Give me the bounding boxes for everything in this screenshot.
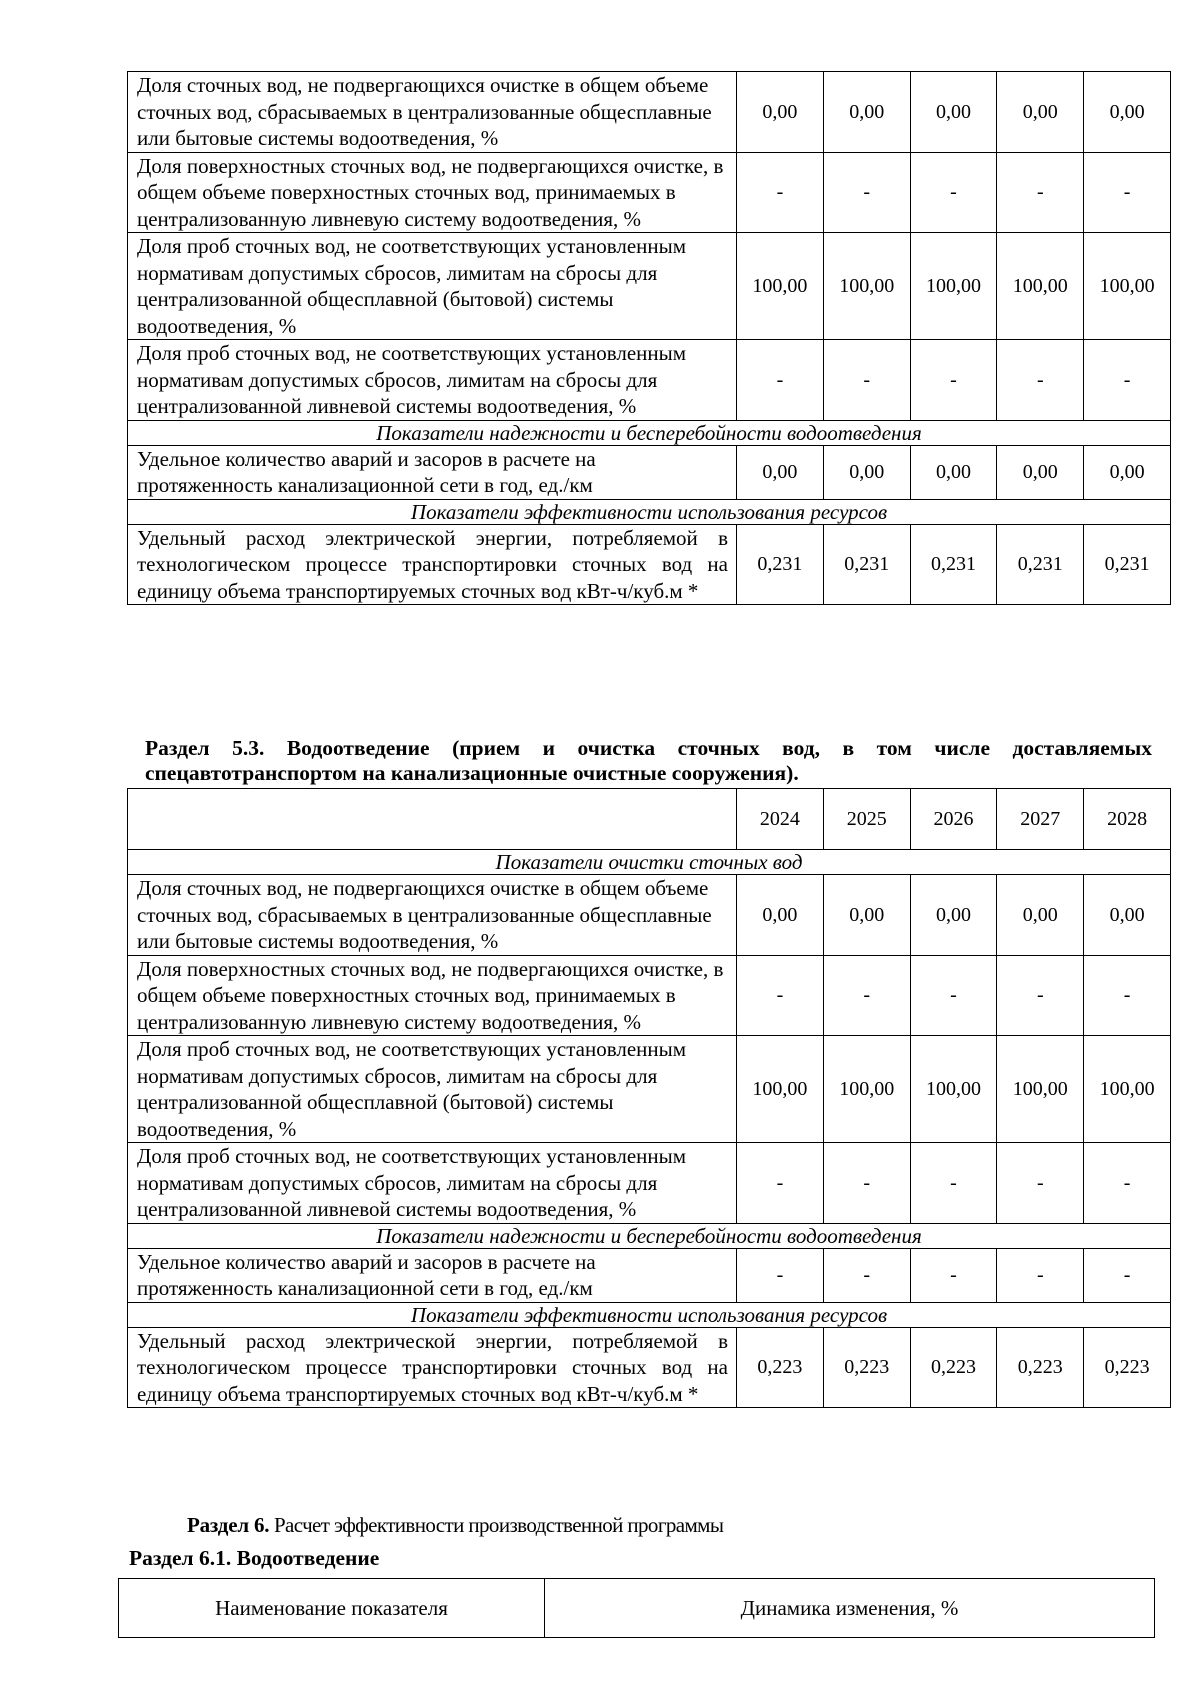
indicator-value: -	[910, 152, 997, 233]
indicator-value: 0,223	[910, 1327, 997, 1408]
indicator-name: Удельный расход электрической энергии, потребляемой в технологическом процессе транспортировки сточных вод на единицу объема транспортируемых сточных вод кВт-ч/куб.м *	[128, 524, 737, 605]
indicator-name: Удельное количество аварий и засоров в расчете на протяженность канализационной сети в год, ед./км	[128, 1248, 737, 1302]
table-row	[128, 340, 1171, 421]
indicator-value: -	[823, 340, 910, 421]
indicator-value: -	[1084, 152, 1171, 233]
indicator-value: -	[997, 1248, 1084, 1302]
indicator-name: Доля проб сточных вод, не соответствующих установленным нормативам допустимых сбросов, лимитам на сбросы для централизованной ливневой системы водоотведения, %	[128, 1143, 737, 1224]
table-header-row	[128, 789, 1171, 850]
section-6-title: Расчет эффективности производственной программы	[269, 1513, 724, 1537]
indicator-value: -	[737, 1143, 824, 1224]
indicator-name: Доля сточных вод, не подвергающихся очистке в общем объеме сточных вод, сбрасываемых в централизованные общесплавные или бытовые системы водоотведения, %	[128, 875, 737, 956]
indicator-value: 0,00	[1084, 72, 1171, 153]
table-row	[128, 1143, 1171, 1224]
table-row	[128, 875, 1171, 956]
section-label: Показатели эффективности использования ресурсов	[128, 1302, 1171, 1327]
indicator-name: Удельное количество аварий и засоров в расчете на протяженность канализационной сети в год, ед./км	[128, 445, 737, 499]
efficiency-table	[118, 1578, 1155, 1638]
section-row	[128, 499, 1171, 524]
indicators-table-continued	[127, 71, 1171, 605]
indicator-name: Доля проб сточных вод, не соответствующих установленным нормативам допустимых сбросов, лимитам на сбросы для централизованной общесплавной (бытовой) системы водоотведения, %	[128, 1036, 737, 1143]
indicator-value: -	[1084, 955, 1171, 1036]
section-5-3-heading-line1: Раздел 5.3. Водоотведение (прием и очистка сточных вод, в том числе доставляемых	[145, 736, 1152, 760]
indicator-name: Удельный расход электрической энергии, потребляемой в технологическом процессе транспортировки сточных вод на единицу объема транспортируемых сточных вод кВт-ч/куб.м *	[128, 1327, 737, 1408]
section-label: Показатели очистки сточных вод	[128, 850, 1171, 875]
indicator-value: 0,00	[997, 445, 1084, 499]
indicator-value: -	[997, 152, 1084, 233]
indicator-value: -	[910, 1143, 997, 1224]
indicator-value: 100,00	[910, 1036, 997, 1143]
indicator-value: -	[1084, 340, 1171, 421]
indicator-value: 0,231	[997, 524, 1084, 605]
section-row	[128, 1302, 1171, 1327]
indicators-table-5-3	[127, 788, 1171, 1408]
table-row	[128, 72, 1171, 153]
indicator-value: 100,00	[1084, 233, 1171, 340]
indicator-value: -	[1084, 1248, 1171, 1302]
indicator-value: 0,231	[823, 524, 910, 605]
indicator-value: -	[823, 1143, 910, 1224]
indicator-value: -	[910, 955, 997, 1036]
indicator-name: Доля сточных вод, не подвергающихся очистке в общем объеме сточных вод, сбрасываемых в централизованные общесплавные или бытовые системы водоотведения, %	[128, 72, 737, 153]
indicator-value: -	[997, 340, 1084, 421]
indicator-value: -	[737, 955, 824, 1036]
section-label: Показатели надежности и бесперебойности водоотведения	[128, 1223, 1171, 1248]
indicator-value: 100,00	[997, 1036, 1084, 1143]
indicator-value: 0,00	[997, 875, 1084, 956]
indicator-value: -	[737, 1248, 824, 1302]
indicator-value: -	[823, 152, 910, 233]
table-row	[128, 152, 1171, 233]
indicator-value: 0,231	[1084, 524, 1171, 605]
indicator-value: -	[910, 1248, 997, 1302]
header-indicator-name: Наименование показателя	[119, 1579, 545, 1638]
indicator-value: 0,00	[910, 72, 997, 153]
indicator-value: 100,00	[737, 1036, 824, 1143]
header-empty-cell	[128, 789, 737, 850]
table-row	[128, 233, 1171, 340]
indicator-value: 0,00	[1084, 875, 1171, 956]
indicator-value: 0,00	[737, 445, 824, 499]
table-row	[128, 1248, 1171, 1302]
indicator-value: -	[910, 340, 997, 421]
table-row	[128, 1327, 1171, 1408]
section-5-3-heading	[145, 736, 1152, 786]
indicator-value: 0,223	[737, 1327, 824, 1408]
indicator-value: 100,00	[997, 233, 1084, 340]
indicator-value: -	[737, 152, 824, 233]
indicator-value: -	[823, 1248, 910, 1302]
indicator-name: Доля поверхностных сточных вод, не подвергающихся очистке, в общем объеме поверхностных сточных вод, принимаемых в централизованную ливневую систему водоотведения, %	[128, 152, 737, 233]
indicator-value: 0,00	[737, 875, 824, 956]
indicator-name: Доля проб сточных вод, не соответствующих установленным нормативам допустимых сбросов, лимитам на сбросы для централизованной общесплавной (бытовой) системы водоотведения, %	[128, 233, 737, 340]
section-row	[128, 420, 1171, 445]
indicator-value: 100,00	[823, 1036, 910, 1143]
indicator-value: 0,231	[910, 524, 997, 605]
indicator-value: 0,223	[823, 1327, 910, 1408]
header-year: 2028	[1084, 789, 1171, 850]
indicator-value: 0,00	[823, 72, 910, 153]
header-year: 2025	[823, 789, 910, 850]
indicator-value: 0,00	[737, 72, 824, 153]
indicator-value: -	[823, 955, 910, 1036]
indicator-value: 100,00	[1084, 1036, 1171, 1143]
header-year: 2024	[737, 789, 824, 850]
indicator-value: 0,00	[823, 875, 910, 956]
indicator-value: 0,00	[1084, 445, 1171, 499]
indicator-value: -	[997, 1143, 1084, 1224]
header-change-dynamics: Динамика изменения, %	[545, 1579, 1155, 1638]
table-row	[128, 524, 1171, 605]
table-row	[128, 955, 1171, 1036]
section-label: Показатели надежности и бесперебойности водоотведения	[128, 420, 1171, 445]
section-6-heading	[187, 1512, 723, 1538]
indicator-name: Доля проб сточных вод, не соответствующих установленным нормативам допустимых сбросов, лимитам на сбросы для централизованной ливневой системы водоотведения, %	[128, 340, 737, 421]
indicator-value: 0,231	[737, 524, 824, 605]
header-year: 2027	[997, 789, 1084, 850]
efficiency-table-header-row	[119, 1579, 1155, 1638]
section-row	[128, 1223, 1171, 1248]
indicator-value: 0,223	[997, 1327, 1084, 1408]
section-6-1-heading: Раздел 6.1. Водоотведение	[129, 1546, 380, 1570]
section-6-number: Раздел 6.	[187, 1513, 270, 1537]
indicator-value: 0,223	[1084, 1327, 1171, 1408]
indicator-value: 100,00	[910, 233, 997, 340]
indicator-value: 0,00	[997, 72, 1084, 153]
section-5-3-heading-line2: спецавтотранспортом на канализационные очистные сооружения).	[145, 761, 799, 785]
table-row	[128, 445, 1171, 499]
indicator-name: Доля поверхностных сточных вод, не подвергающихся очистке, в общем объеме поверхностных сточных вод, принимаемых в централизованную ливневую систему водоотведения, %	[128, 955, 737, 1036]
indicator-value: -	[1084, 1143, 1171, 1224]
indicator-value: 0,00	[910, 445, 997, 499]
indicator-value: -	[737, 340, 824, 421]
indicator-value: 0,00	[823, 445, 910, 499]
table-row	[128, 1036, 1171, 1143]
indicator-value: 100,00	[823, 233, 910, 340]
section-row	[128, 850, 1171, 875]
indicator-value: -	[997, 955, 1084, 1036]
section-label: Показатели эффективности использования ресурсов	[128, 499, 1171, 524]
indicator-value: 0,00	[910, 875, 997, 956]
header-year: 2026	[910, 789, 997, 850]
indicator-value: 100,00	[737, 233, 824, 340]
